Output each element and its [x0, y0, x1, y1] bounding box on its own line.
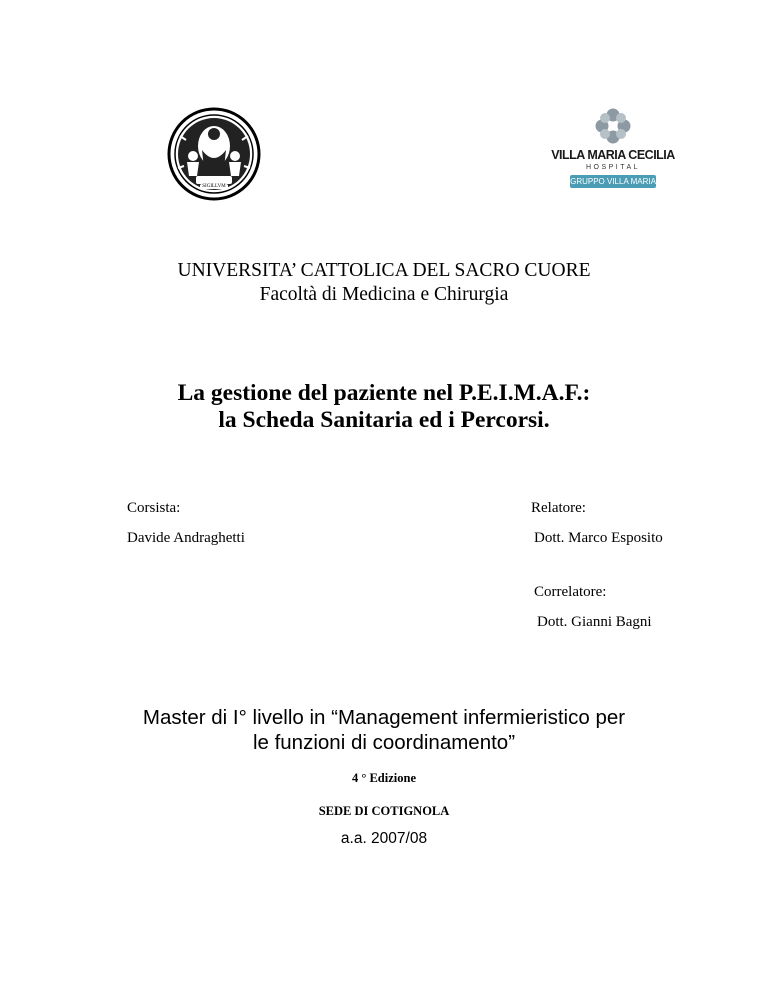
master-title-line2: le funzioni di coordinamento” — [252, 731, 516, 754]
university-name: UNIVERSITA’ CATTOLICA DEL SACRO CUORE — [177, 260, 591, 281]
student-label: Corsista: — [127, 500, 181, 516]
university-block — [0, 259, 768, 307]
faculty-name: Facoltà di Medicina e Chirurgia — [259, 284, 509, 305]
thesis-title-line1: La gestione del paziente nel P.E.I.M.A.F.: — [177, 380, 591, 406]
seal-ring-text: SIGILLVM — [200, 184, 228, 189]
supervisor-label: Relatore: — [531, 500, 586, 516]
hospital-name: VILLA MARIA CECILIA — [551, 148, 675, 162]
thesis-title — [0, 380, 768, 434]
cosupervisor-name: Dott. Gianni Bagni — [537, 614, 652, 630]
venue: SEDE DI COTIGNOLA — [318, 804, 450, 818]
clover-icon — [593, 106, 633, 146]
master-title — [0, 705, 768, 755]
supervisor-name: Dott. Marco Esposito — [534, 530, 663, 546]
cosupervisor-label: Correlatore: — [534, 584, 607, 600]
master-title-line1: Master di I° livello in “Management infermieristico per — [142, 706, 626, 729]
thesis-title-line2: la Scheda Sanitaria ed i Percorsi. — [218, 407, 550, 433]
student-name: Davide Andraghetti — [127, 530, 245, 546]
hospital-subtitle: HOSPITAL — [585, 164, 641, 171]
hospital-logo — [548, 104, 678, 190]
academic-year: a.a. 2007/08 — [340, 830, 428, 847]
university-seal-logo — [166, 106, 262, 202]
edition: 4 ° Edizione — [351, 771, 417, 785]
hospital-group-badge: GRUPPO VILLA MARIA — [570, 177, 656, 186]
